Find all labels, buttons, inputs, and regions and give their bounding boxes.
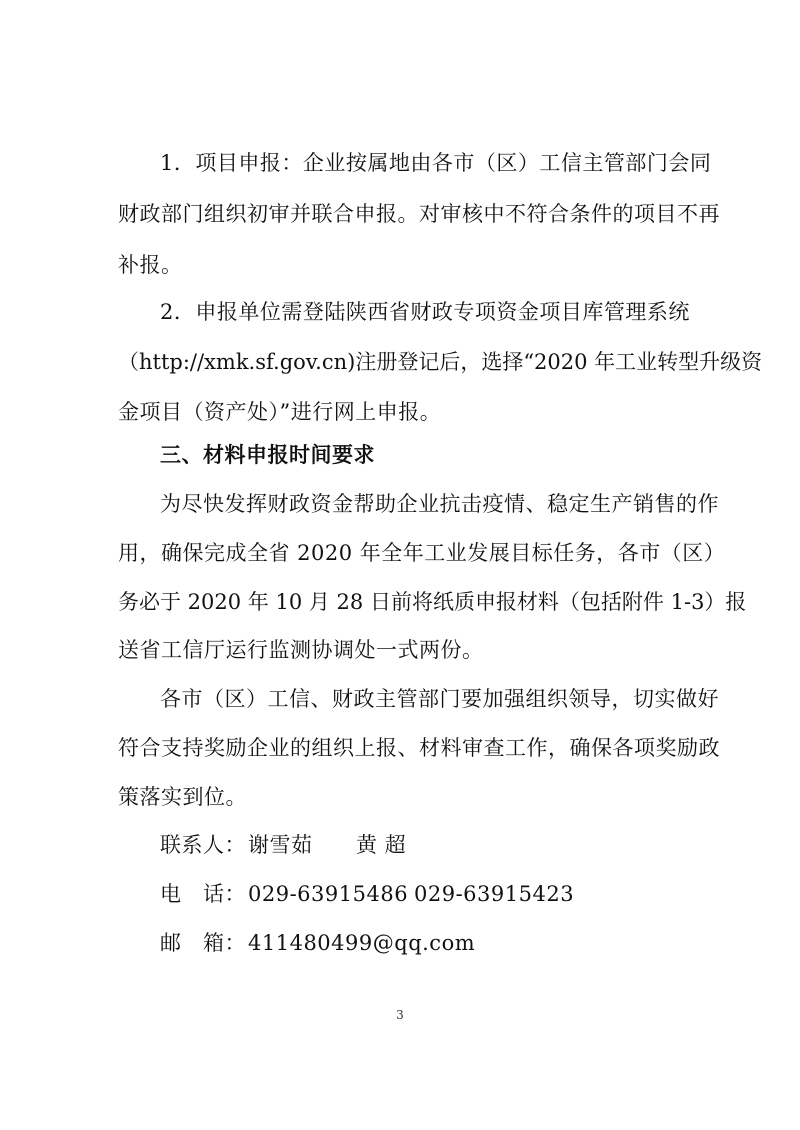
email-label: 邮 箱： xyxy=(160,931,246,955)
paragraph-1-line-3: 补报。 xyxy=(118,253,183,277)
contact-name-1: 谢雪茹 xyxy=(248,833,313,857)
phone-number-1: 029-63915486 xyxy=(248,882,409,906)
section-heading-3: 三、材料申报时间要求 xyxy=(160,443,375,467)
paragraph-3-line-3: 务必于 2020 年 10 月 28 日前将纸质申报材料（包括附件 1-3）报 xyxy=(118,590,747,614)
paragraph-4-line-2: 符合支持奖励企业的组织上报、材料审查工作，确保各项奖励政 xyxy=(118,736,720,760)
page-number: 3 xyxy=(396,1008,404,1022)
contact-label: 联系人： xyxy=(160,833,246,857)
contact-name-2: 黄 超 xyxy=(356,833,407,857)
paragraph-4-line-1: 各市（区）工信、财政主管部门要加强组织领导，切实做好 xyxy=(160,687,719,711)
phone-label: 电 话： xyxy=(160,882,246,906)
paragraph-2-line-2: （http://xmk.sf.gov.cn)注册登记后，选择“2020 年工业转型升级资 xyxy=(118,350,763,374)
paragraph-3-line-2: 用，确保完成全省 2020 年全年工业发展目标任务，各市（区） xyxy=(118,541,726,565)
paragraph-1-line-2: 财政部门组织初审并联合申报。对审核中不符合条件的项目不再 xyxy=(118,202,720,226)
phone-number-2: 029-63915423 xyxy=(414,882,575,906)
email-address: 411480499@qq.com xyxy=(248,931,476,955)
paragraph-2-line-3: 金项目（资产处）”进行网上申报。 xyxy=(118,400,442,424)
paragraph-1-line-1: 1．项目申报：企业按属地由各市（区）工信主管部门会同 xyxy=(160,151,712,175)
paragraph-4-line-3: 策落实到位。 xyxy=(118,785,247,809)
paragraph-3-line-1: 为尽快发挥财政资金帮助企业抗击疫情、稳定生产销售的作 xyxy=(160,492,719,516)
paragraph-3-line-4: 送省工信厅运行监测协调处一式两份。 xyxy=(118,638,484,662)
paragraph-2-line-1: 2．申报单位需登陆陕西省财政专项资金项目库管理系统 xyxy=(160,300,690,324)
